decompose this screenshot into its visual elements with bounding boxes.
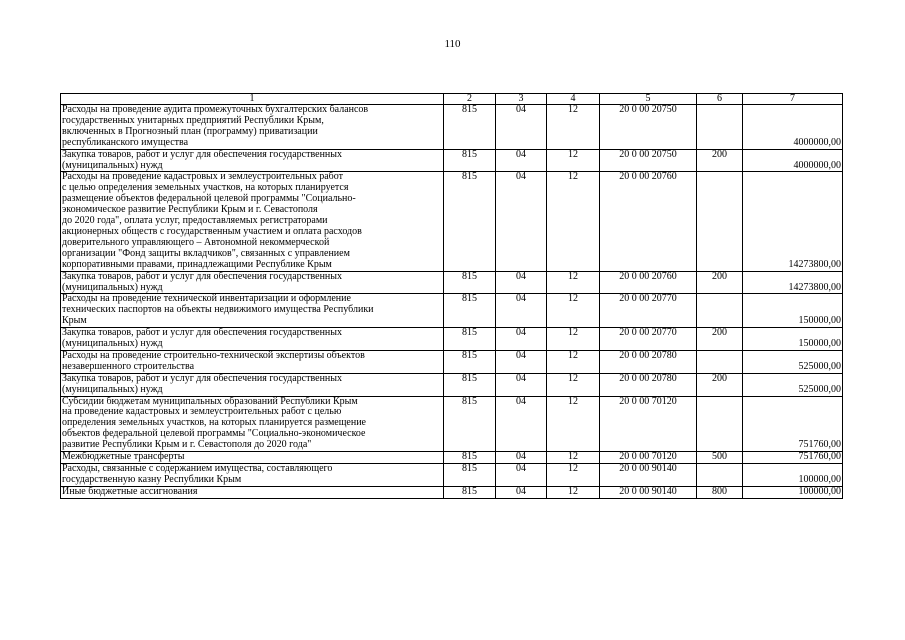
amount: 150000,00 (743, 294, 843, 328)
subsection-code: 12 (547, 373, 600, 396)
row-description (61, 350, 444, 373)
expense-type-code: 800 (697, 486, 743, 498)
table-row (61, 294, 843, 328)
ministry-code: 815 (444, 350, 496, 373)
description-line: (муниципальных) нужд (62, 281, 163, 293)
table-row (61, 271, 843, 294)
description-line: Закупка товаров, работ и услуг для обеспечения государственных (62, 327, 343, 339)
header-cell-3: 3 (496, 94, 547, 105)
target-article-code: 20 0 00 70120 (600, 452, 697, 464)
table-row (61, 350, 843, 373)
expense-type-code: 500 (697, 452, 743, 464)
section-code: 04 (496, 452, 547, 464)
description-line: объектов федеральной целевой программы "Социально-экономическое (62, 428, 366, 440)
expense-type-code (697, 294, 743, 328)
ministry-code: 815 (444, 373, 496, 396)
subsection-code: 12 (547, 350, 600, 373)
expense-type-code: 200 (697, 373, 743, 396)
section-code: 04 (496, 105, 547, 150)
description-line: на проведение кадастровых и землеустроительных работ с целью (62, 406, 342, 418)
row-description (61, 105, 444, 150)
subsection-code: 12 (547, 396, 600, 452)
subsection-code: 12 (547, 271, 600, 294)
target-article-code: 20 0 00 90140 (600, 486, 697, 498)
description-line: размещение объектов федеральной целевой программы "Социально- (62, 193, 356, 205)
header-cell-2: 2 (444, 94, 496, 105)
amount: 751760,00 (743, 396, 843, 452)
amount: 525000,00 (743, 373, 843, 396)
target-article-code: 20 0 00 20770 (600, 294, 697, 328)
description-line: Межбюджетные трансферты (62, 451, 185, 463)
section-code: 04 (496, 350, 547, 373)
description-line: с целью определения земельных участков, на которых планируется (62, 182, 349, 194)
table-row (61, 105, 843, 150)
subsection-code: 12 (547, 149, 600, 172)
row-description (61, 396, 444, 452)
section-code: 04 (496, 294, 547, 328)
header-cell-1: 1 (61, 94, 444, 105)
description-line: Субсидии бюджетам муниципальных образований Республики Крым (62, 395, 358, 407)
ministry-code: 815 (444, 486, 496, 498)
expense-type-code (697, 464, 743, 487)
description-line: государственных унитарных предприятий Республики Крым, (62, 114, 324, 126)
amount: 4000000,00 (743, 149, 843, 172)
expense-type-code (697, 396, 743, 452)
row-description (61, 464, 444, 487)
description-line: доверительного управляющего – Автономной некоммерческой (62, 236, 330, 248)
row-description (61, 452, 444, 464)
subsection-code: 12 (547, 486, 600, 498)
header-cell-4: 4 (547, 94, 600, 105)
section-code: 04 (496, 486, 547, 498)
target-article-code: 20 0 00 70120 (600, 396, 697, 452)
subsection-code: 12 (547, 172, 600, 271)
row-description (61, 271, 444, 294)
amount: 100000,00 (743, 464, 843, 487)
header-cell-5: 5 (600, 94, 697, 105)
description-line: развитие Республики Крым и г. Севастополя до 2020 года" (62, 439, 312, 451)
ministry-code: 815 (444, 172, 496, 271)
subsection-code: 12 (547, 452, 600, 464)
target-article-code: 20 0 00 20770 (600, 328, 697, 351)
description-line: включенных в Прогнозный план (программу) приватизации (62, 125, 318, 137)
table-row (61, 486, 843, 498)
description-line: Крым (62, 315, 87, 327)
target-article-code: 20 0 00 90140 (600, 464, 697, 487)
description-line: организации "Фонд защиты вкладчиков", связанных с управлением (62, 247, 350, 259)
description-line: Закупка товаров, работ и услуг для обеспечения государственных (62, 270, 343, 282)
row-description (61, 294, 444, 328)
table-row (61, 149, 843, 172)
description-line: акционерных обществ с государственным участием и оплата расходов (62, 225, 362, 237)
table-header-row (61, 94, 843, 105)
description-line: (муниципальных) нужд (62, 159, 163, 171)
ministry-code: 815 (444, 464, 496, 487)
ministry-code: 815 (444, 294, 496, 328)
section-code: 04 (496, 373, 547, 396)
expense-type-code (697, 172, 743, 271)
target-article-code: 20 0 00 20750 (600, 105, 697, 150)
target-article-code: 20 0 00 20750 (600, 149, 697, 172)
description-line: Закупка товаров, работ и услуг для обеспечения государственных (62, 372, 343, 384)
table-row (61, 396, 843, 452)
amount: 4000000,00 (743, 105, 843, 150)
target-article-code: 20 0 00 20780 (600, 350, 697, 373)
description-line: (муниципальных) нужд (62, 338, 163, 350)
ministry-code: 815 (444, 328, 496, 351)
page-number: 110 (444, 38, 461, 50)
ministry-code: 815 (444, 396, 496, 452)
amount: 751760,00 (743, 452, 843, 464)
section-code: 04 (496, 271, 547, 294)
description-line: Расходы на проведение строительно-технической экспертизы объектов (62, 349, 365, 361)
ministry-code: 815 (444, 271, 496, 294)
description-line: экономическое развитие Республики Крым и г. Севастополя (62, 204, 318, 216)
table-row (61, 464, 843, 487)
table-row (61, 373, 843, 396)
section-code: 04 (496, 328, 547, 351)
row-description (61, 373, 444, 396)
amount: 525000,00 (743, 350, 843, 373)
expense-type-code (697, 350, 743, 373)
subsection-code: 12 (547, 328, 600, 351)
amount: 100000,00 (743, 486, 843, 498)
amount: 14273800,00 (743, 271, 843, 294)
description-line: до 2020 года", оплата услуг, предоставляемых регистраторами (62, 215, 328, 227)
subsection-code: 12 (547, 464, 600, 487)
description-line: технических паспортов на объекты недвижимого имущества Республики (62, 304, 374, 316)
expense-type-code: 200 (697, 271, 743, 294)
description-line: (муниципальных) нужд (62, 383, 163, 395)
subsection-code: 12 (547, 105, 600, 150)
description-line: незавершенного строительства (62, 360, 195, 372)
table-row (61, 172, 843, 271)
table-row (61, 452, 843, 464)
amount: 150000,00 (743, 328, 843, 351)
section-code: 04 (496, 172, 547, 271)
description-line: Иные бюджетные ассигнования (62, 485, 198, 497)
section-code: 04 (496, 396, 547, 452)
description-line: Закупка товаров, работ и услуг для обеспечения государственных (62, 148, 343, 160)
row-description (61, 486, 444, 498)
amount: 14273800,00 (743, 172, 843, 271)
expense-type-code (697, 105, 743, 150)
ministry-code: 815 (444, 149, 496, 172)
section-code: 04 (496, 149, 547, 172)
expense-type-code: 200 (697, 328, 743, 351)
description-line: корпоративными правами, принадлежащими Республике Крым (62, 258, 332, 270)
row-description (61, 172, 444, 271)
table-row (61, 328, 843, 351)
description-line: Расходы на проведение аудита промежуточных бухгалтерских балансов (62, 104, 369, 115)
ministry-code: 815 (444, 105, 496, 150)
expense-type-code: 200 (697, 149, 743, 172)
budget-table (60, 93, 843, 499)
target-article-code: 20 0 00 20760 (600, 172, 697, 271)
ministry-code: 815 (444, 452, 496, 464)
header-cell-6: 6 (697, 94, 743, 105)
target-article-code: 20 0 00 20780 (600, 373, 697, 396)
row-description (61, 149, 444, 172)
target-article-code: 20 0 00 20760 (600, 271, 697, 294)
description-line: республиканского имущества (62, 136, 189, 148)
header-cell-7: 7 (743, 94, 843, 105)
row-description (61, 328, 444, 351)
description-line: Расходы, связанные с содержанием имущества, составляющего (62, 463, 333, 474)
description-line: Расходы на проведение кадастровых и землеустроительных работ (62, 171, 343, 183)
description-line: Расходы на проведение технической инвентаризации и оформление (62, 293, 351, 305)
description-line: государственную казну Республики Крым (62, 473, 242, 485)
subsection-code: 12 (547, 294, 600, 328)
description-line: определения земельных участков, на которых планируется размещение (62, 417, 366, 429)
section-code: 04 (496, 464, 547, 487)
